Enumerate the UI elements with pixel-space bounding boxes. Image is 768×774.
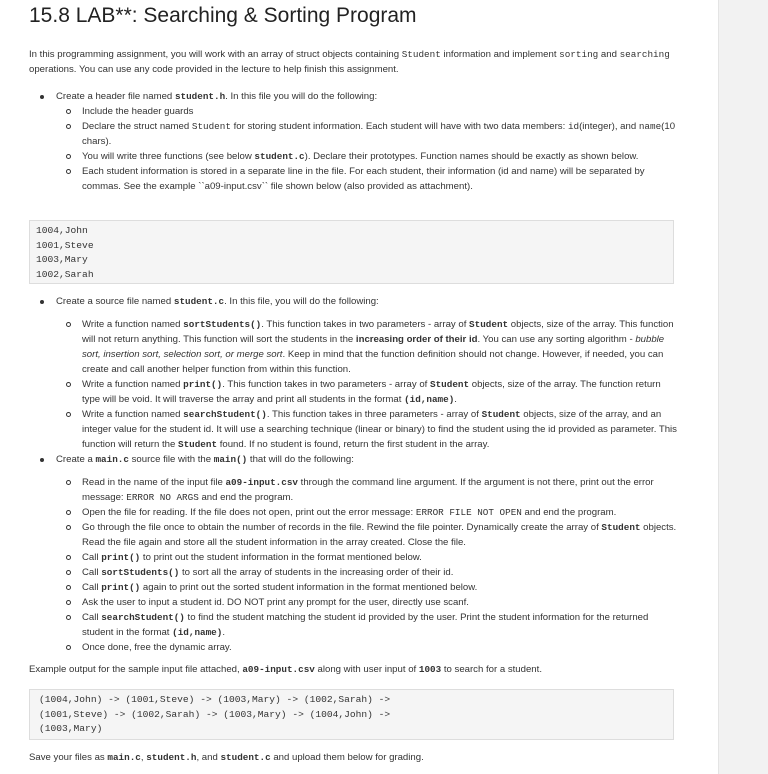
header-file-list xyxy=(29,89,677,194)
list-item xyxy=(29,164,677,194)
intro-text: information and implement xyxy=(440,49,560,60)
footer-text: , xyxy=(140,752,147,763)
item-bold: increasing order of their id xyxy=(355,334,478,345)
list-item xyxy=(29,475,677,505)
item-text: (integer), and xyxy=(579,121,639,132)
item-text: to find the student matching the student id provided by the user. Print the student information for the returned student in the format xyxy=(82,612,649,638)
item-text: . This function takes in two parameters - array of xyxy=(261,319,470,330)
print-item xyxy=(29,377,677,407)
bullet-code: main() xyxy=(213,454,248,465)
bullet-code: student.c xyxy=(173,296,225,307)
output-line: (1004,John) -> (1001,Steve) -> (1003,Mary) -> (1002,Sarah) -> xyxy=(39,694,391,705)
footer-code: main.c xyxy=(107,752,141,763)
item-text: . This function takes in three parameters - array of xyxy=(266,409,482,420)
item-code: ERROR FILE NOT OPEN xyxy=(415,507,522,518)
item-text: objects, size of the array. This function will not return anything. This function will sort the students in the xyxy=(82,319,674,345)
item-text: Call xyxy=(82,552,102,563)
item-code: name xyxy=(638,121,662,132)
footer-text: Save your files as xyxy=(29,752,108,763)
source-file-list xyxy=(29,294,677,655)
item-code: ERROR NO ARGS xyxy=(126,492,199,503)
item-text: and end the program. xyxy=(521,507,617,518)
item-text: Write a function named xyxy=(82,379,184,390)
footer-code: student.h xyxy=(146,752,197,763)
item-code: Student xyxy=(481,409,521,420)
item-code: (id,name) xyxy=(172,627,223,638)
item-code: print() xyxy=(183,379,223,390)
item-text: Open the file for reading. If the file does not open, print out the error message: xyxy=(82,507,416,518)
intro-text: and xyxy=(598,49,620,60)
item-code: sortStudents() xyxy=(183,319,262,330)
output-line: (1003,Mary) xyxy=(39,723,103,734)
list-item xyxy=(29,505,677,520)
example-output-box xyxy=(29,689,674,740)
intro-code: 1003 xyxy=(418,664,442,675)
item-code: Student xyxy=(469,319,509,330)
list-item xyxy=(29,610,677,640)
item-text: Declare the struct named xyxy=(82,121,192,132)
right-sidebar xyxy=(718,0,768,774)
item-text: Call xyxy=(82,612,102,623)
item-text: Call xyxy=(82,567,102,578)
item-text: Each student information is stored in a separate line in the file. For each student, their information (id and name) will be separated by commas. See the example ``a09-input.csv`` file shown below (also provided as attachment). xyxy=(82,166,645,192)
item-text: and end the program. xyxy=(198,492,294,503)
item-code: id xyxy=(567,121,580,132)
item-code: (id,name) xyxy=(404,394,455,405)
item-code: sortStudents() xyxy=(101,567,180,578)
item-code: searchStudent() xyxy=(183,409,267,420)
csv-line: 1001,Steve xyxy=(36,239,94,251)
intro-text: to search for a student. xyxy=(441,664,542,675)
list-item xyxy=(29,119,677,149)
intro-text: In this programming assignment, you will work with an array of struct objects containing xyxy=(29,49,402,60)
header-file-bullet xyxy=(29,89,677,194)
bullet-text: Create a xyxy=(56,454,96,465)
footer-text: and upload them below for grading. xyxy=(270,752,424,763)
item-text: ). Declare their prototypes. Function names should be exactly as shown below. xyxy=(304,151,639,162)
bullet-text: that will do the following: xyxy=(247,454,354,465)
item-text: to print out the student information in the format mentioned below. xyxy=(140,552,422,563)
footer-code: student.c xyxy=(220,752,271,763)
item-code: student.c xyxy=(254,151,305,162)
item-text: Go through the file once to obtain the number of records in the file. Rewind the file pointer. Dynamically create the array of xyxy=(82,522,602,533)
item-text: You will write three functions (see below xyxy=(82,151,255,162)
sort-item xyxy=(29,317,677,377)
intro-text: along with user input of xyxy=(314,664,419,675)
item-text: objects, size of the array. The function return type will be void. It will traverse the array and print all students in the format xyxy=(82,379,661,405)
main-file-subitems xyxy=(29,475,677,655)
item-text: for storing student information. Each student will have with two data members: xyxy=(230,121,568,132)
item-text: . xyxy=(454,394,457,405)
source-file-subitems xyxy=(29,317,677,452)
item-code: searchStudent() xyxy=(101,612,185,623)
item-text: . This function takes in two parameters - array of xyxy=(222,379,430,390)
csv-example-box xyxy=(29,220,674,284)
csv-line: 1004,John xyxy=(36,225,88,236)
footer-instructions xyxy=(29,750,677,765)
bullet-code: main.c xyxy=(95,454,129,465)
list-item xyxy=(29,149,677,164)
item-text: found. If no student is found, return the first student in the array. xyxy=(217,439,490,450)
list-item xyxy=(29,640,677,655)
item-text: . Keep in mind that the function definition should not change. However, if needed, you can create and call another helper function from within this function. xyxy=(82,349,664,375)
item-code: Student xyxy=(191,121,231,132)
csv-line: 1002,Sarah xyxy=(36,268,94,280)
output-line: (1001,Steve) -> (1002,Sarah) -> (1003,Mary) -> (1004,John) -> xyxy=(39,708,391,720)
bullet-text: Create a source file named xyxy=(56,296,174,307)
search-item xyxy=(29,407,677,452)
item-text: Write a function named xyxy=(82,409,184,420)
item-text: again to print out the sorted student information in the format mentioned below. xyxy=(140,582,478,593)
list-item xyxy=(29,580,677,595)
list-item xyxy=(29,520,677,550)
item-text: Ask the user to input a student id. DO NOT print any prompt for the user, directly use scanf. xyxy=(82,597,469,608)
item-text: . xyxy=(222,627,226,638)
list-item xyxy=(29,104,677,119)
intro-code: a09-input.csv xyxy=(242,664,315,675)
item-text: (10 chars). xyxy=(82,121,676,147)
intro-paragraph xyxy=(29,47,677,77)
example-output-intro xyxy=(29,662,677,677)
bullet-code: student.h xyxy=(174,91,226,102)
item-code: Student xyxy=(430,379,470,390)
list-item xyxy=(29,550,677,565)
item-code: print() xyxy=(101,552,141,563)
list-item xyxy=(29,595,677,610)
item-text: objects. Read the file again and store all the student information in the array created. Close the file. xyxy=(82,522,677,548)
item-code: print() xyxy=(101,582,141,593)
intro-text: Example output for the sample input file attached, xyxy=(29,664,243,675)
item-code: Student xyxy=(601,522,641,533)
bullet-text: . In this file, you will do the following: xyxy=(224,296,379,307)
item-code: a09-input.csv xyxy=(225,477,298,488)
item-code: Student xyxy=(177,439,218,450)
page-title: 15.8 LAB**: Searching & Sorting Program xyxy=(29,4,417,27)
item-text: objects, size of the array, and an integer value for the student id. It will use a searching technique (linear or binary) to find the student using the id provided as parameter. This function will return the xyxy=(82,409,677,450)
item-text: Once done, free the dynamic array. xyxy=(82,642,232,653)
item-text: Read in the name of the input file xyxy=(82,477,226,488)
list-item xyxy=(29,565,677,580)
intro-code: searching xyxy=(619,49,670,60)
source-file-bullet xyxy=(29,294,677,452)
item-italic: bubble sort, insertion sort, selection sort, or merge sort xyxy=(82,334,665,360)
intro-code: sorting xyxy=(559,49,599,60)
intro-text: operations. You can use any code provided in the lecture to help finish this assignment. xyxy=(29,64,399,75)
item-text: Call xyxy=(82,582,102,593)
item-text: . You can use any sorting algorithm - xyxy=(477,334,636,345)
item-text: through the command line argument. If the argument is not there, print out the error message: xyxy=(82,477,654,503)
bullet-text: Create a header file named xyxy=(56,91,175,102)
footer-text: , and xyxy=(196,752,221,763)
main-file-bullet xyxy=(29,452,677,655)
bullet-text: . In this file you will do the following: xyxy=(225,91,378,102)
item-text: Include the header guards xyxy=(82,106,194,117)
item-text: to sort all the array of students in the increasing order of their id. xyxy=(179,567,454,578)
bullet-text: source file with the xyxy=(128,454,214,465)
intro-code: Student xyxy=(401,49,441,60)
item-text: Write a function named xyxy=(82,319,184,330)
header-file-subitems xyxy=(29,104,677,194)
csv-line: 1003,Mary xyxy=(36,254,88,265)
